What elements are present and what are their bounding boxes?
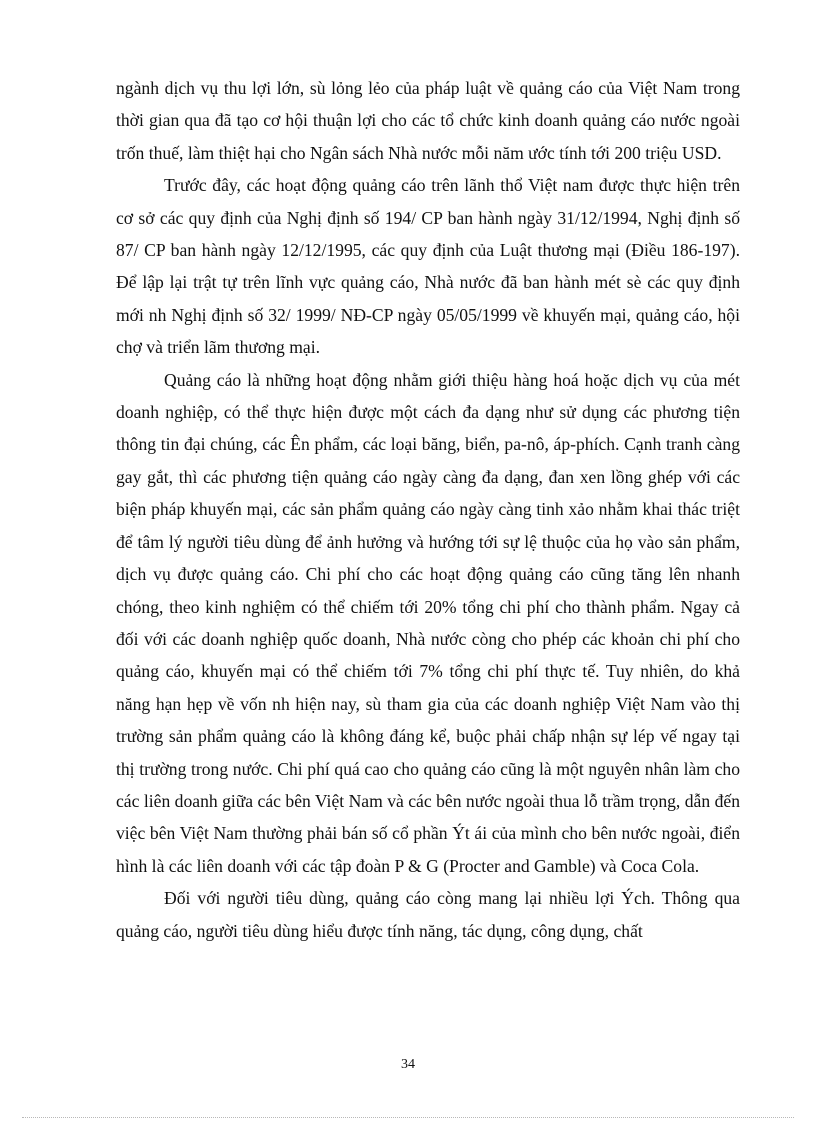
page-bottom-divider [22, 1117, 794, 1118]
document-page-body [116, 72, 740, 947]
paragraph-3: Quảng cáo là những hoạt động nhằm giới thiệu hàng hoá hoặc dịch vụ của mét doanh nghiệp, có thể thực hiện được một cách đa dạng như sử dụng các phương tiện thông tin đại chúng, các Ên phẩm, các loại băng, biển, pa-nô, áp-phích. Cạnh tranh càng gay gắt, thì các phương tiện quảng cáo ngày càng đa dạng, đan xen lồng ghép với các biện pháp khuyến mại, các sản phẩm quảng cáo ngày càng tinh xảo nhằm khai thác triệt để tâm lý người tiêu dùng để ảnh hưởng và hướng tới sự lệ thuộc của họ vào sản phẩm, dịch vụ được quảng cáo. Chi phí cho các hoạt động quảng cáo cũng tăng lên nhanh chóng, theo kinh nghiệm có thể chiếm tới 20% tổng chi phí cho thành phẩm. Ngay cả đối với các doanh nghiệp quốc doanh, Nhà nước còng cho phép các khoản chi phí cho quảng cáo, khuyến mại có thể chiếm tới 7% tổng chi phí thực tế. Tuy nhiên, do khả năng hạn hẹp về vốn nh hiện nay, sù tham gia của các doanh nghiệp Việt Nam vào thị trường sản phẩm quảng cáo là không đáng kể, buộc phải chấp nhận sự lép vế ngay tại thị trường trong nước. Chi phí quá cao cho quảng cáo cũng là một nguyên nhân làm cho các liên doanh giữa các bên Việt Nam và các bên nước ngoài thua lỗ trầm trọng, dẫn đến việc bên Việt Nam thường phải bán số cổ phần Ýt ái của mình cho bên nước ngoài, điển hình là các liên doanh với các tập đoàn P & G (Procter and Gamble) và Coca Cola. [116, 369, 740, 876]
paragraph-2: Trước đây, các hoạt động quảng cáo trên lãnh thổ Việt nam được thực hiện trên cơ sở các quy định của Nghị định số 194/ CP ban hành ngày 31/12/1994, Nghị định số 87/ CP ban hành ngày 12/12/1995, các quy định của Luật thương mại (Điều 186-197). Để lập lại trật tự trên lĩnh vực quảng cáo, Nhà nước đã ban hành mét sè các quy định mới nh Nghị định số 32/ 1999/ NĐ-CP ngày 05/05/1999 về khuyến mại, quảng cáo, hội chợ và triển lãm thương mại. [116, 175, 740, 358]
paragraph-4: Đối với người tiêu dùng, quảng cáo còng mang lại nhiều lợi Ých. Thông qua quảng cáo, người tiêu dùng hiểu được tính năng, tác dụng, công dụng, chất [116, 888, 740, 941]
paragraph-1: ngành dịch vụ thu lợi lớn, sù lỏng lẻo của pháp luật về quảng cáo của Việt Nam trong thời gian qua đã tạo cơ hội thuận lợi cho các tổ chức kinh doanh quảng cáo nước ngoài trốn thuế, làm thiệt hại cho Ngân sách Nhà nước mỗi năm ước tính tới 200 triệu USD. [116, 78, 740, 163]
page-number: 34 [401, 1057, 415, 1072]
